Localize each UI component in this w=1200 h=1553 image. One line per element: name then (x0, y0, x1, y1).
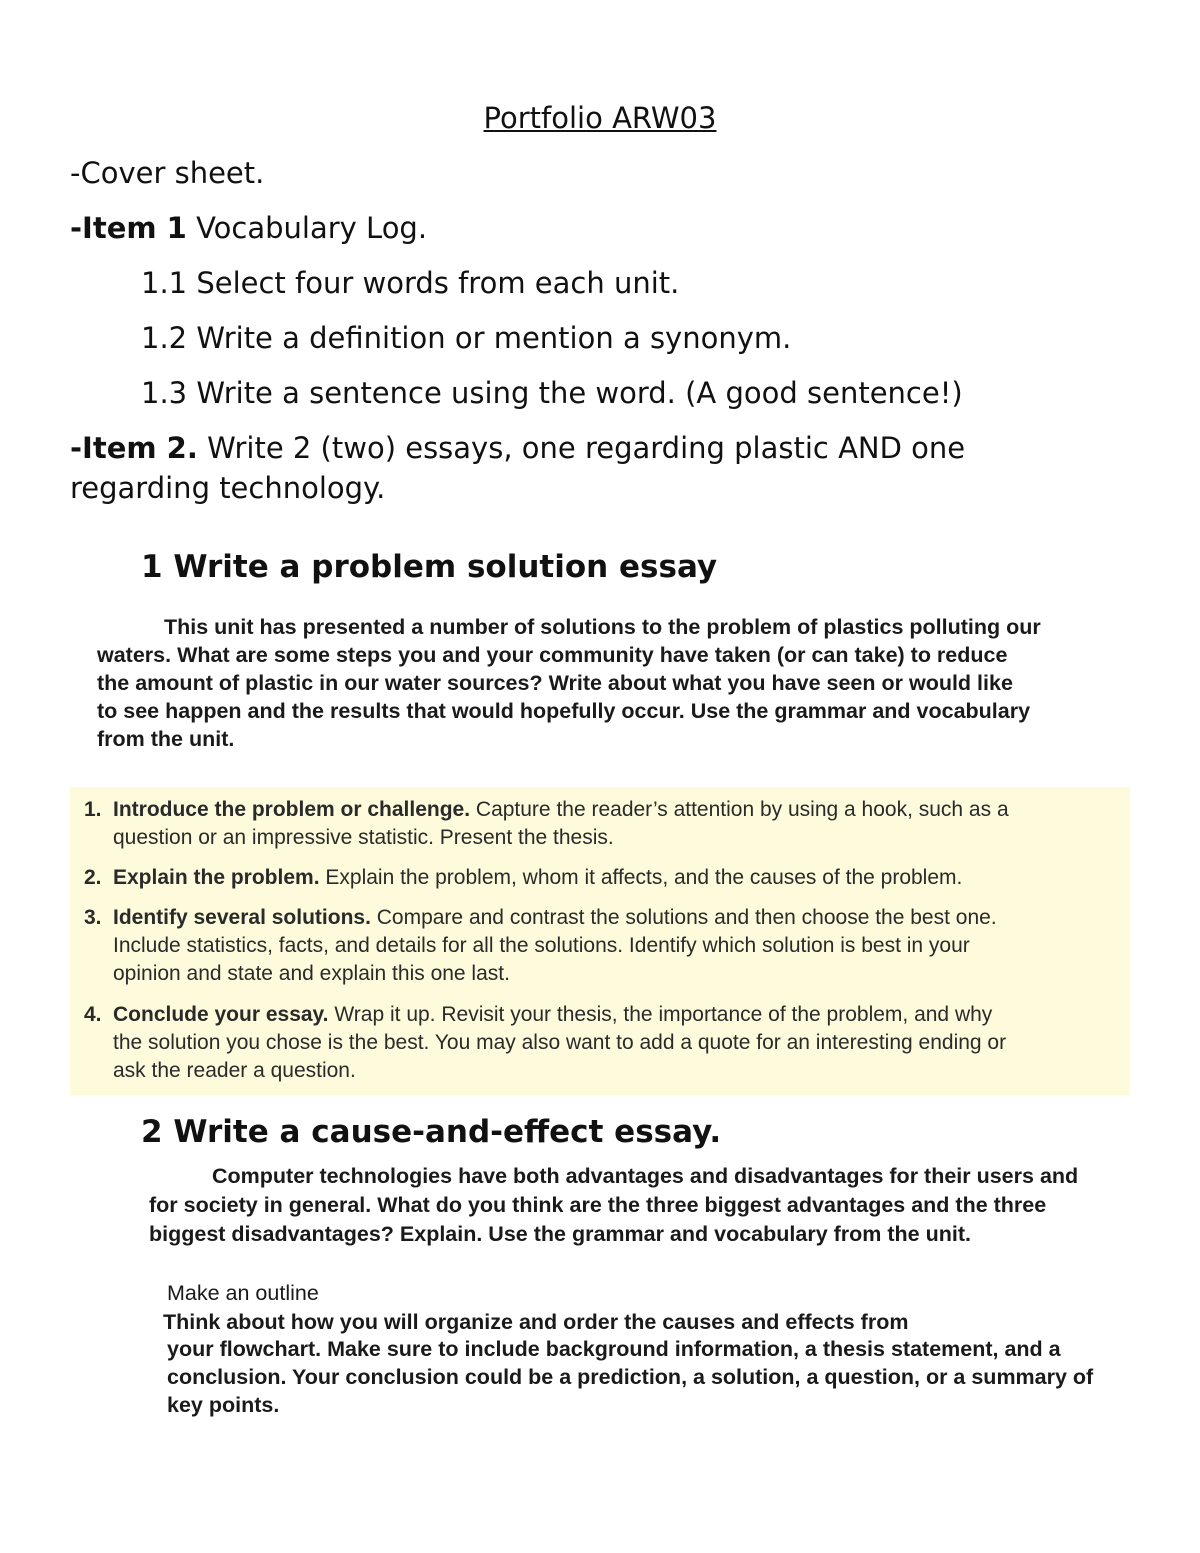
section2-heading: 2 Write a cause-and-effect essay. (141, 1114, 722, 1150)
section2-prompt-line: Computer technologies have both advantages and disadvantages for their users and (212, 1164, 1079, 1188)
item1-text: Vocabulary Log. (186, 211, 428, 245)
step-text: Wrap it up. Revisit your thesis, the importance of the problem, and why (328, 1003, 993, 1026)
item2-line (70, 430, 965, 466)
step-text-continued: ask the reader a question. (113, 1059, 356, 1082)
outline-title: Make an outline (167, 1281, 319, 1305)
step-number: 2. (84, 866, 102, 889)
outline-line: your flowchart. Make sure to include background information, a thesis statement, and a (167, 1337, 1061, 1361)
step-text: Explain the problem, whom it affects, and the causes of the problem. (319, 866, 963, 889)
essay-step (84, 864, 962, 892)
step-text-continued: opinion and state and explain this one last. (113, 962, 510, 985)
outline-line: key points. (167, 1393, 280, 1417)
step-number: 4. (84, 1003, 102, 1026)
item1-label: -Item 1 (70, 211, 187, 245)
cover-sheet-line: -Cover sheet. (70, 156, 265, 190)
item1-subitem: 1.1 Select four words from each unit. (141, 266, 680, 300)
essay-step (84, 1001, 1006, 1085)
essay-step (84, 904, 997, 988)
section1-prompt-line: This unit has presented a number of solutions to the problem of plastics polluting our (164, 615, 1041, 639)
section1-prompt-line: from the unit. (97, 727, 235, 751)
section1-heading: 1 Write a problem solution essay (141, 549, 718, 585)
step-text-continued: the solution you chose is the best. You may also want to add a quote for an interesting ending or (113, 1031, 1007, 1054)
step-lead: Identify several solutions. (113, 906, 371, 929)
step-lead: Conclude your essay. (113, 1003, 329, 1026)
item1-line (70, 210, 427, 246)
step-number: 1. (84, 798, 102, 821)
step-text-continued: Include statistics, facts, and details for all the solutions. Identify which solution is best in your (113, 934, 970, 957)
item2-line-continued: regarding technology. (70, 471, 386, 505)
step-number: 3. (84, 906, 102, 929)
step-text: Capture the reader’s attention by using a hook, such as a (470, 798, 1009, 821)
item2-label: -Item 2. (70, 431, 198, 465)
essay-step (84, 796, 1009, 852)
step-text-continued: question or an impressive statistic. Present the thesis. (113, 826, 614, 849)
item1-subitem: 1.2 Write a definition or mention a synonym. (141, 321, 792, 355)
essay-steps-box (70, 787, 1130, 1095)
section2-prompt-line: for society in general. What do you think are the three biggest advantages and the three (149, 1193, 1047, 1217)
item1-subitem: 1.3 Write a sentence using the word. (A good sentence!) (141, 376, 963, 410)
step-lead: Explain the problem. (113, 866, 320, 889)
step-text: Compare and contrast the solutions and then choose the best one. (370, 906, 997, 929)
page-title: Portfolio ARW03 (483, 101, 717, 135)
section2-prompt-line: biggest disadvantages? Explain. Use the grammar and vocabulary from the unit. (149, 1222, 971, 1246)
section1-prompt-line: to see happen and the results that would hopefully occur. Use the grammar and vocabulary (97, 699, 1031, 723)
section1-prompt-line: the amount of plastic in our water sources? Write about what you have seen or would like (97, 671, 1013, 695)
step-lead: Introduce the problem or challenge. (113, 798, 471, 821)
item2-text: Write 2 (two) essays, one regarding plastic AND one (197, 431, 966, 465)
section1-prompt-line: waters. What are some steps you and your community have taken (or can take) to reduce (97, 643, 1008, 667)
outline-line: Think about how you will organize and order the causes and effects from (163, 1310, 909, 1334)
outline-line: conclusion. Your conclusion could be a prediction, a solution, a question, or a summary of (167, 1365, 1094, 1389)
